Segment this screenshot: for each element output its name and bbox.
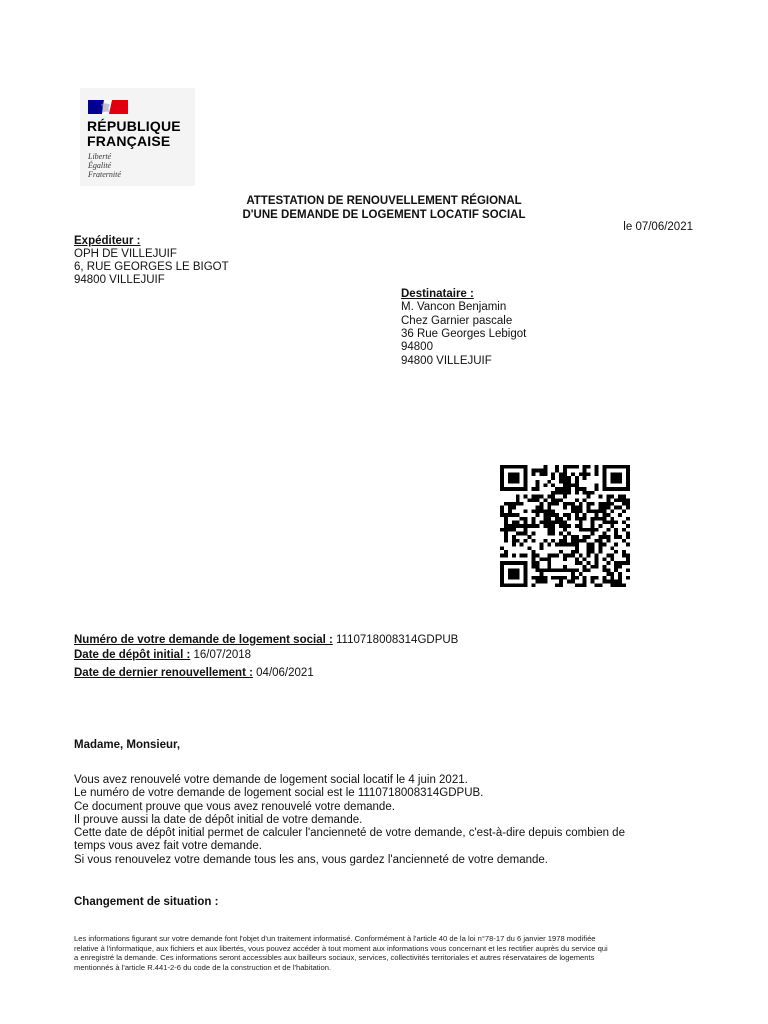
footer-line: a enregistré la demande. Ces informations seront accessibles aux bailleurs sociaux, services, collectivités territoriales et autres réservataires de logements (74, 953, 595, 963)
body-line: Cette date de dépôt initial permet de calculer l'ancienneté de votre demande, c'est-à-dire depuis combien de (74, 827, 625, 839)
date-depot-label: Date de dépôt initial : (74, 649, 191, 661)
logo-francaise-text: FRANÇAISE (87, 133, 171, 149)
body-line: Il prouve aussi la date de dépôt initial de votre demande. (74, 814, 363, 826)
date-depot-row (74, 649, 251, 663)
document-title-line2: D'UNE DEMANDE DE LOGEMENT LOCATIF SOCIAL (242, 209, 526, 221)
numero-demande-row (74, 634, 458, 648)
expediteur-label: Expéditeur : (74, 235, 141, 247)
numero-demande-label: Numéro de votre demande de logement social : (74, 634, 333, 646)
body-line: Si vous renouvelez votre demande tous les ans, vous gardez l'ancienneté de votre demande. (74, 854, 548, 866)
footer-line: Les informations figurant sur votre demande font l'objet d'un traitement informatisé. Conformément à l'article 40 de la loi n°78-17 du 6 janvier 1978 modifiée (74, 934, 596, 943)
logo-motto-egalite: Égalité (88, 161, 112, 170)
salutation: Madame, Monsieur, (74, 739, 181, 751)
date-depot-value: 16/07/2018 (193, 649, 252, 661)
document-date: le 07/06/2021 (623, 221, 693, 233)
qr-code-icon (500, 465, 630, 587)
date-renouvellement-value: 04/06/2021 (256, 667, 314, 679)
destinataire-line: 36 Rue Georges Lebigot (401, 328, 527, 340)
body-line: Ce document prouve que vous avez renouvelé votre demande. (74, 801, 395, 813)
changement-situation-heading: Changement de situation : (74, 896, 219, 908)
destinataire-line: M. Vancon Benjamin (401, 301, 507, 313)
body-line: Vous avez renouvelé votre demande de logement social locatif le 4 juin 2021. (74, 774, 468, 786)
logo-motto-liberte: Liberté (88, 152, 112, 161)
expediteur-line: OPH DE VILLEJUIF (74, 248, 177, 260)
destinataire-label: Destinataire : (401, 288, 474, 300)
expediteur-line: 94800 VILLEJUIF (74, 274, 165, 286)
marianne-flag-icon (88, 100, 128, 114)
footer-line: relative à l'informatique, aux fichiers et aux libertés, vous pouvez accéder à tout moment aux informations vous concernant et les rectifier auprès du service qui (74, 943, 608, 953)
footer-line: mentionnés à l'article R.441-2-6 du code de la construction et de l'habitation. (74, 962, 332, 972)
logo-republique-text: RÉPUBLIQUE (87, 118, 181, 134)
numero-demande-value: 1110718008314GDPUB (336, 634, 459, 646)
logo-motto-fraternite: Fraternité (88, 170, 121, 179)
document-title-line1: ATTESTATION DE RENOUVELLEMENT RÉGIONAL (246, 195, 522, 207)
date-renouvellement-row (74, 667, 314, 681)
destinataire-line: 94800 (401, 341, 433, 353)
destinataire-line: Chez Garnier pascale (401, 315, 513, 327)
expediteur-line: 6, RUE GEORGES LE BIGOT (74, 261, 229, 273)
body-line: temps vous avez fait votre demande. (74, 840, 262, 852)
destinataire-line: 94800 VILLEJUIF (401, 355, 492, 367)
date-renouvellement-label: Date de dernier renouvellement : (74, 667, 253, 679)
body-line: Le numéro de votre demande de logement social est le 1110718008314GDPUB. (74, 787, 484, 799)
legal-footer (74, 934, 696, 972)
